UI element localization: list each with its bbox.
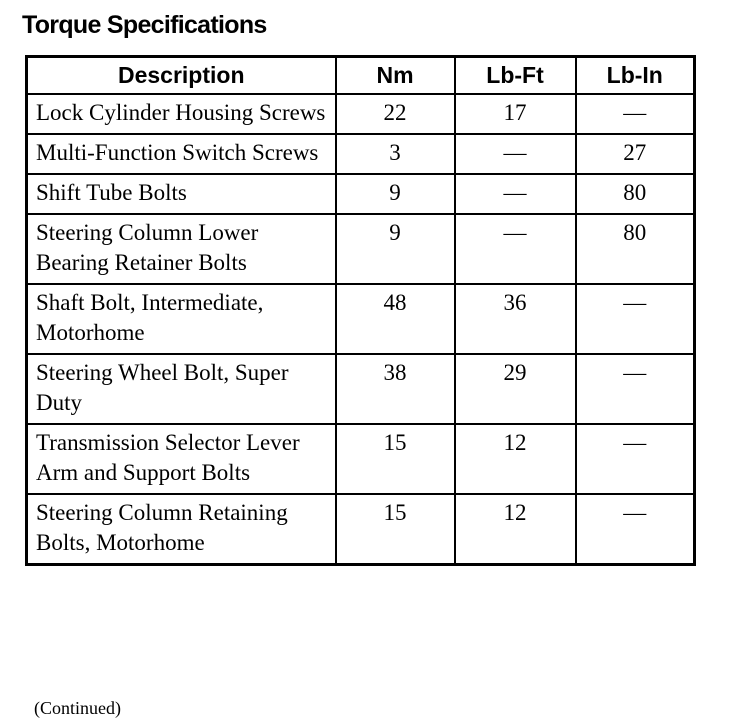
cell-description: Lock Cylinder Housing Screws — [27, 94, 336, 134]
table-row — [27, 354, 695, 424]
cell-lb-ft: 36 — [455, 284, 576, 354]
table-row — [27, 424, 695, 494]
torque-specifications-table — [25, 55, 696, 566]
page-title: Torque Specifications — [22, 11, 267, 39]
cell-nm: 48 — [336, 284, 455, 354]
cell-description: Steering Column Lower Bearing Retainer Bolts — [27, 214, 336, 284]
cell-nm: 9 — [336, 214, 455, 284]
table-header-row — [27, 57, 695, 95]
cell-nm: 9 — [336, 174, 455, 214]
header-nm: Nm — [336, 57, 455, 95]
cell-nm: 38 — [336, 354, 455, 424]
cell-nm: 15 — [336, 494, 455, 565]
header-lb-in: Lb-In — [576, 57, 695, 95]
cell-nm: 22 — [336, 94, 455, 134]
cell-lb-ft: 29 — [455, 354, 576, 424]
table-row — [27, 284, 695, 354]
cell-description: Transmission Selector Lever Arm and Support Bolts — [27, 424, 336, 494]
table-row — [27, 494, 695, 565]
cell-lb-in: — — [576, 284, 695, 354]
cell-lb-ft: 12 — [455, 424, 576, 494]
cell-lb-in: 80 — [576, 174, 695, 214]
cell-description: Steering Column Retaining Bolts, Motorhome — [27, 494, 336, 565]
cell-description: Shaft Bolt, Intermediate, Motorhome — [27, 284, 336, 354]
table-row — [27, 94, 695, 134]
cell-description: Multi-Function Switch Screws — [27, 134, 336, 174]
cell-lb-ft: — — [455, 134, 576, 174]
cell-lb-in: 27 — [576, 134, 695, 174]
cell-lb-ft: 12 — [455, 494, 576, 565]
cell-nm: 3 — [336, 134, 455, 174]
cell-description: Shift Tube Bolts — [27, 174, 336, 214]
cell-lb-ft: — — [455, 174, 576, 214]
cell-lb-in: — — [576, 494, 695, 565]
table-row — [27, 214, 695, 284]
cell-lb-in: — — [576, 354, 695, 424]
cell-lb-ft: 17 — [455, 94, 576, 134]
table-row — [27, 134, 695, 174]
cell-nm: 15 — [336, 424, 455, 494]
header-lb-ft: Lb-Ft — [455, 57, 576, 95]
cell-lb-in: — — [576, 94, 695, 134]
continued-note: (Continued) — [34, 698, 121, 718]
cell-description: Steering Wheel Bolt, Super Duty — [27, 354, 336, 424]
table-row — [27, 174, 695, 214]
cell-lb-ft: — — [455, 214, 576, 284]
cell-lb-in: 80 — [576, 214, 695, 284]
header-description: Description — [27, 57, 336, 95]
cell-lb-in: — — [576, 424, 695, 494]
